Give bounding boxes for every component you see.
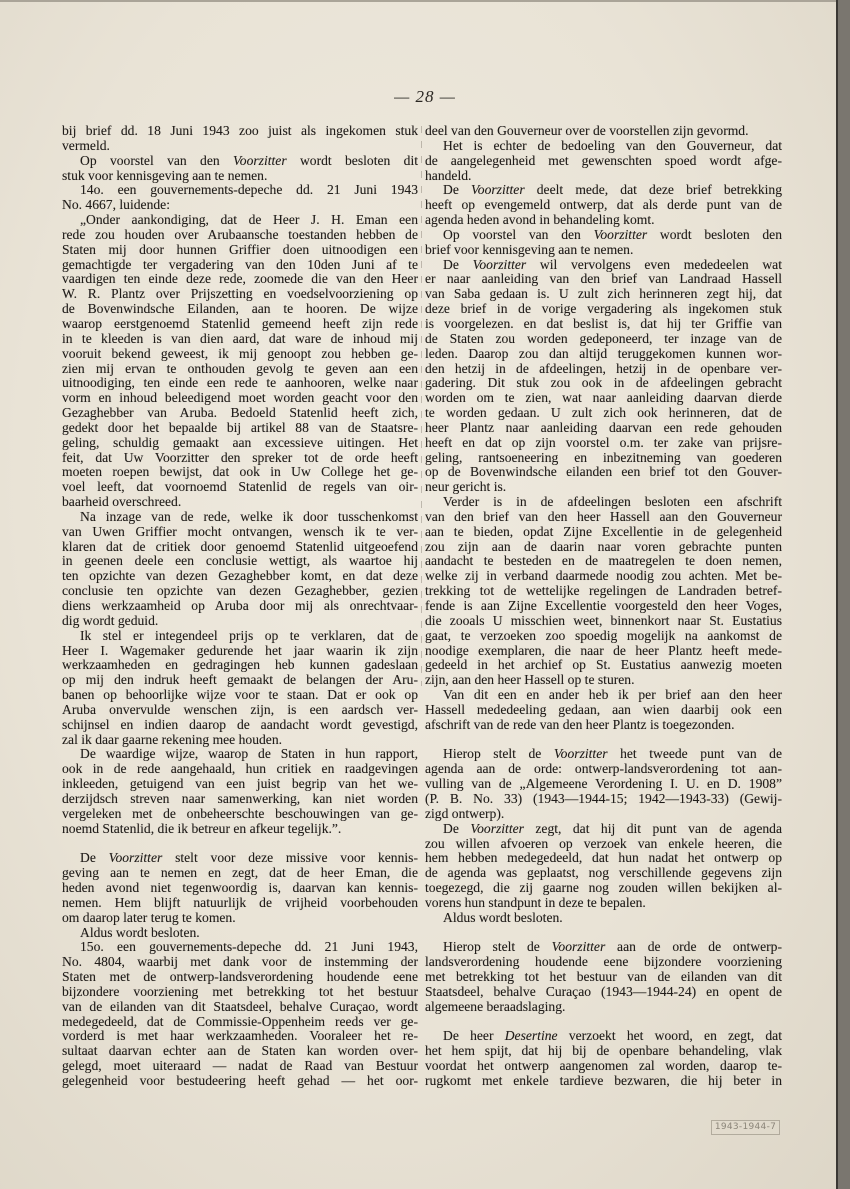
text-line: deel van den Gouverneur over de voorstellen zijn gevormd. bbox=[425, 123, 749, 138]
text-line: Hassell mededeeling gedaan, aan wien daarbij ook een bbox=[425, 701, 782, 717]
text-line: neur gericht is. bbox=[425, 479, 507, 495]
text-line: op mij den indruk heeft gemaakt de belangen der Aru- bbox=[62, 672, 418, 688]
section bbox=[425, 124, 782, 733]
text-segment: De bbox=[443, 820, 471, 836]
text-line: fende is aan Zijne Excellentie voorgesteld den heer Voges, bbox=[425, 598, 782, 613]
text-segment: deelt mede, dat deze brief betrekking bbox=[524, 182, 782, 198]
text-segment: aan de orde de ontwerp- bbox=[605, 939, 782, 955]
text-line: om daarop later terug te komen. bbox=[62, 909, 236, 925]
text-line bbox=[425, 258, 782, 273]
text-line: Aldus wordt besloten. bbox=[443, 909, 563, 925]
text-line: vaardigen ten einde deze rede, zoomede die van den Heer bbox=[62, 271, 418, 287]
speaker-name: Voorzitter bbox=[553, 746, 608, 762]
text-line: 14o. een gouvernements-depeche dd. 21 Juni 1943 bbox=[80, 182, 418, 198]
paragraph bbox=[425, 124, 782, 139]
text-segment: De bbox=[443, 256, 473, 272]
text-line: geling, schuldig gemaakt aan excessieve uitingen. Het bbox=[62, 434, 418, 450]
text-line: toegezegd, die zij gaarne nog zouden willen bekijken al- bbox=[425, 880, 782, 896]
text-line: is voorgelezen. en dat beslist is, dat hij ter Griffie van bbox=[425, 315, 782, 331]
text-line: vulling van de „Algemeene Verordening I. U. en D. 1908” bbox=[425, 776, 782, 792]
paragraph bbox=[62, 510, 418, 629]
text-line: dig wordt geduid. bbox=[62, 612, 159, 628]
text-line: den hetzij in de afdeelingen, hetzij in de openbare ver- bbox=[425, 360, 782, 376]
text-line: de agenda was geplaatst, nog verschillende gegevens zijn bbox=[425, 865, 782, 881]
text-line: geling, rantsoeneering en inbezitneming van goederen bbox=[425, 449, 782, 465]
text-line: vorm en inhoud beleedigend moet worden geacht voor den bbox=[62, 390, 418, 406]
speaker-name: Voorzitter bbox=[470, 820, 524, 836]
text-line bbox=[62, 154, 418, 169]
text-segment: De bbox=[443, 182, 471, 198]
text-segment: wil vervolgens even mededeelen wat bbox=[526, 256, 782, 272]
text-line: gelegenheid voor bestudeering heeft gehad — het oor- bbox=[62, 1073, 418, 1088]
text-line bbox=[425, 1029, 782, 1044]
text-line: noemd Statenlid, die ik betreur en afkeur tegelijk.”. bbox=[62, 820, 342, 836]
text-line: die zooals U misschien weet, binnenkort naar St. Eustatius bbox=[425, 612, 782, 628]
text-line: voordat het ontwerp aangenomen zal worden, daarop te- bbox=[425, 1058, 782, 1074]
paragraph bbox=[62, 183, 418, 213]
paragraph bbox=[425, 1029, 782, 1088]
paragraph bbox=[425, 822, 782, 911]
section bbox=[62, 124, 418, 837]
text-line: zal ik daar gaarne rekening mee houden. bbox=[62, 731, 283, 747]
section bbox=[425, 940, 782, 1014]
text-line: heeft op evengemeld ontwerp, dat als derde punt van de bbox=[425, 197, 782, 213]
text-line: waarop eerstgenoemd Statenlid gemeend heeft zijn rede bbox=[62, 315, 418, 331]
paragraph bbox=[62, 747, 418, 836]
text-line: vermeld. bbox=[62, 137, 110, 153]
text-line: Verder is in de afdeelingen besloten een afschrift bbox=[443, 494, 782, 510]
paragraph bbox=[425, 688, 782, 733]
text-line: moeten roepen bewijst, dat ook in Uw College het ge- bbox=[62, 464, 418, 480]
text-line: aan te bieden, opdat Zijne Excellentie in de gelegenheid bbox=[425, 523, 782, 539]
left-column bbox=[62, 124, 418, 1089]
text-line: bij brief dd. 18 Juni 1943 zoo juist als ingekomen stuk bbox=[62, 123, 418, 138]
text-line: gaat, te verzoeken zoo spoedig mogelijk na aankomst de bbox=[425, 627, 782, 643]
text-line: afschrift van de rede van den heer Plantz is toegezonden. bbox=[425, 716, 735, 732]
text-line: Staatsdeel, behalve Curaçao (1943—1944-24) en opent de bbox=[425, 983, 782, 999]
paragraph bbox=[425, 228, 782, 258]
text-line: te worden gedaan. U zult zich ook herinneren, dat de bbox=[425, 405, 782, 421]
text-line: gedekt door het bepaalde bij artikel 88 van de Staatsre- bbox=[62, 419, 418, 435]
text-line bbox=[425, 228, 782, 243]
text-segment: Hierop stelt de bbox=[443, 939, 552, 955]
text-line: (P. B. No. 33) (1943—1944-15; 1942—1943-33) (Gewij- bbox=[425, 790, 782, 806]
text-segment: Op voorstel van den bbox=[80, 152, 233, 168]
text-line: van de eilanden van dit Staatsdeel, behalve Curaçao, wordt bbox=[62, 998, 418, 1014]
text-line: gedeeld in het archief op St. Eustatius aanwezig moeten bbox=[425, 657, 782, 673]
text-line: heeft en dat op zijn voorstel o.m. ter zake van prijsre- bbox=[425, 434, 782, 450]
column-rule bbox=[421, 126, 422, 686]
text-segment: zegt, dat hij dit punt van de agenda bbox=[523, 820, 783, 836]
text-line: gemachtigde ter vergadering van den 10den Juni af te bbox=[62, 256, 418, 272]
text-line: nemen. Hem blijft natuurlijk de vrijheid voorbehouden bbox=[62, 894, 418, 910]
paragraph bbox=[62, 851, 418, 925]
text-line: Gezaghebber van Aruba. Bedoeld Statenlid heeft zich, bbox=[62, 405, 418, 421]
text-line: vergeleken met de onbeheerschte beschouwingen van ge- bbox=[62, 805, 418, 821]
archive-stamp: 1943-1944-7 bbox=[711, 1120, 780, 1135]
paragraph bbox=[62, 629, 418, 748]
text-segment: verzoekt het woord, en zegt, dat bbox=[557, 1028, 782, 1044]
speaker-name: Voorzitter bbox=[593, 226, 648, 242]
paragraph bbox=[62, 124, 418, 154]
text-line: stuk voor kennisgeving aan te nemen. bbox=[62, 167, 268, 183]
text-line: derzijdsch streven naar samenwerking, kan niet worden bbox=[62, 790, 418, 806]
text-line: ten opzichte van dezen Gezaghebber komt, en dat deze bbox=[62, 568, 418, 584]
text-line: van den brief van den heer Hassell aan den Gouverneur bbox=[425, 508, 782, 524]
text-line: vooruit bekend geweest, ik mij genoopt zou hebben ge- bbox=[62, 345, 418, 361]
text-line bbox=[425, 183, 782, 198]
paragraph bbox=[425, 258, 782, 496]
text-line: banen op behoorlijke wijze voor te staan. Dat er ook op bbox=[62, 687, 418, 703]
text-line: medegedeeld, dat de Commissie-Oppenheim reeds ver ge- bbox=[62, 1013, 418, 1029]
text-line: met betrekking tot het bestuur van de eilanden van dit bbox=[425, 969, 782, 985]
text-segment: Op voorstel van den bbox=[443, 226, 594, 242]
paragraph bbox=[62, 213, 418, 510]
text-line: klaren dat de critiek door genoemd Statenlid uitgeoefend bbox=[62, 538, 418, 554]
text-line: baarheid overschreed. bbox=[62, 494, 182, 510]
text-line bbox=[62, 851, 418, 866]
section bbox=[425, 747, 782, 925]
text-line: „Onder aankondiging, dat de Heer J. H. Eman een bbox=[80, 212, 418, 228]
text-line: vorens hun standpunt in deze te bepalen. bbox=[425, 894, 646, 910]
text-segment: De heer bbox=[443, 1028, 505, 1044]
speaker-name: Voorzitter bbox=[233, 152, 287, 168]
paragraph bbox=[425, 495, 782, 688]
scan-top-edge bbox=[0, 0, 836, 2]
text-line: heer Plantz naar aanleiding daarvan een rede gehouden bbox=[425, 419, 782, 435]
text-line: vorderd is met haar werkzaamheden. Vooraleer het re- bbox=[62, 1028, 418, 1044]
paragraph bbox=[425, 911, 782, 926]
text-segment: Hierop stelt de bbox=[443, 746, 554, 762]
text-line: landsverordening houdende eene bijzondere voorziening bbox=[425, 954, 782, 970]
text-line: de Bovenwindsche Eilanden, aan te hooren. De wijze bbox=[62, 301, 418, 317]
text-line: ook in de rede aangehaald, hun critiek en raadgevingen bbox=[62, 761, 418, 777]
text-line: op de Bovenwindsche eilanden een brief tot den Gouver- bbox=[425, 464, 782, 480]
text-line: Heer I. Wagemaker gedurende het jaar waarin ik zijn bbox=[62, 642, 418, 658]
text-line: Ik stel er integendeel prijs op te verklaren, dat de bbox=[80, 627, 418, 643]
text-line: Staten mij door hunnen Griffier doen uitnoodigen een bbox=[62, 241, 418, 257]
section bbox=[62, 851, 418, 1089]
text-line: inkleeden, getuigend van een juist begrip van het we- bbox=[62, 776, 418, 792]
paragraph bbox=[62, 926, 418, 941]
text-line: in te kleeden is van dien aard, dat ware de inhoud mij bbox=[62, 330, 418, 346]
text-line: trekking tot de wettelijke regelingen de Landraden betref- bbox=[425, 583, 782, 599]
speaker-name: Desertine bbox=[504, 1028, 558, 1044]
text-line: de aangelegenheid met gewenschten spoed wordt afge- bbox=[425, 152, 782, 168]
text-line: conclusie ten opzichte van dezen Gezaghebber, gezien bbox=[62, 583, 418, 599]
text-line: 15o. een gouvernements-depeche dd. 21 Juni 1943, bbox=[80, 939, 418, 955]
text-line: Van dit een en ander heb ik per brief aan den heer bbox=[443, 687, 782, 703]
paragraph bbox=[62, 154, 418, 184]
text-line bbox=[425, 822, 782, 837]
text-line: rede zou houden over Arubaansche toestanden hebben de bbox=[62, 226, 418, 242]
text-line: agenda heden avond in behandeling komt. bbox=[425, 212, 655, 228]
text-line: rugkomt met enkele tardieve bezwaren, die hij beter in bbox=[425, 1073, 782, 1088]
text-line: Het is echter de bedoeling van den Gouverneur, dat bbox=[443, 137, 782, 153]
speaker-name: Voorzitter bbox=[472, 256, 527, 272]
text-line: bijzondere voorziening met betrekking tot het bestuur bbox=[62, 983, 418, 999]
text-segment: stelt voor deze missive voor kennis- bbox=[162, 850, 418, 866]
text-segment: wordt besloten dit bbox=[286, 152, 418, 168]
section bbox=[425, 1029, 782, 1088]
right-column bbox=[425, 124, 782, 1089]
text-line: hem hebben medegedeeld, dat hun nadat het ontwerp op bbox=[425, 850, 782, 866]
text-line: voel leeft, dat voornoemd Statenlid de regels van oir- bbox=[62, 479, 418, 495]
text-line: worden om te zien, wat naar aanleiding daarvan dierde bbox=[425, 390, 782, 406]
text-line: deze brief in de vorige vergadering als ingekomen stuk bbox=[425, 301, 782, 317]
text-line: geving aan te nemen en zegt, dat de heer Eman, die bbox=[62, 865, 418, 881]
text-line: Na inzage van de rede, welke ik door tusschenkomst bbox=[80, 508, 418, 524]
page-number: — 28 — bbox=[394, 87, 456, 106]
paragraph bbox=[425, 183, 782, 228]
paragraph bbox=[425, 940, 782, 1014]
text-line: van Uwen Griffier mocht ontvangen, wensch ik te ver- bbox=[62, 523, 418, 539]
text-line: zien mij ervan te onthouden gevolg te geven aan een bbox=[62, 360, 418, 376]
text-line: er naar aanleiding van den brief van Landraad Hassell bbox=[425, 271, 782, 287]
text-line: gadering. Dit stuk zou ook in de afdeelingen gebracht bbox=[425, 375, 782, 391]
text-line: No. 4667, luidende: bbox=[62, 197, 170, 213]
text-line bbox=[425, 940, 782, 955]
text-line: welke zij in verband daarmede noodig zou achten. Met be- bbox=[425, 568, 782, 584]
text-line: zigd ontwerp). bbox=[425, 805, 505, 821]
text-segment: De bbox=[80, 850, 109, 866]
text-line: handeld. bbox=[425, 167, 472, 183]
text-line: De waardige wijze, waarop de Staten in hun rapport, bbox=[80, 746, 418, 762]
text-line: algemeene beraadslaging. bbox=[425, 998, 566, 1014]
text-line bbox=[425, 747, 782, 762]
scan-right-edge bbox=[836, 0, 850, 1189]
text-segment: het tweede punt van de bbox=[607, 746, 782, 762]
text-line: Aruba onvervulde wenschen zijn, is een aardsch ver- bbox=[62, 701, 418, 717]
text-line: zou willen afvoeren op verzoek van enkele heeren, die bbox=[425, 835, 782, 851]
text-line: de Staten zou worden gedeponeerd, ter inzage van de bbox=[425, 330, 782, 346]
speaker-name: Voorzitter bbox=[551, 939, 606, 955]
text-segment: wordt besloten den bbox=[647, 226, 782, 242]
paragraph bbox=[425, 139, 782, 184]
text-line: agenda aan de orde: ontwerp-landsverordening tot aan- bbox=[425, 761, 782, 777]
speaker-name: Voorzitter bbox=[108, 850, 163, 866]
text-line: aandacht te besteden en de maatregelen te doen nemen, bbox=[425, 553, 782, 569]
text-line: No. 4804, waarbij met dank voor de instemming der bbox=[62, 954, 418, 970]
paragraph bbox=[62, 940, 418, 1088]
text-line: uitnoodiging, ten einde een rede te aanhooren, welke naar bbox=[62, 375, 418, 391]
text-line: schijnsel en indien daarop de aandacht wordt gevestigd, bbox=[62, 716, 418, 732]
paragraph bbox=[425, 747, 782, 821]
text-line: het hem spijt, dat hij bij de openbare behandeling, vlak bbox=[425, 1043, 782, 1059]
text-line: zou zijn aan de daarin naar voren gebrachte punten bbox=[425, 538, 782, 554]
text-line: feit, dat Uw Voorzitter den spreker tot de orde heeft bbox=[62, 449, 418, 465]
text-line: van Saba gedaan is. U zult zich herinneren zegt hij, dat bbox=[425, 286, 782, 302]
text-line: zijn, aan den heer Hassell op te sturen. bbox=[425, 672, 635, 688]
text-line: sultaat daarvan echter aan de Staten kan worden over- bbox=[62, 1043, 418, 1059]
text-line: Staten met de ontwerp-landsverordening houdende eene bbox=[62, 969, 418, 985]
text-line: Aldus wordt besloten. bbox=[80, 924, 200, 940]
text-line: in geenen deele een conclusie wettigt, als waartoe hij bbox=[62, 553, 418, 569]
text-line: gelegd, moet uiteraard — nadat de Raad van Bestuur bbox=[62, 1058, 418, 1074]
text-line: heden avond niet tegenwoordig is, daarvan kan kennis- bbox=[62, 880, 418, 896]
text-line: diens werkzaamheid op Aruba door mij als onrechtvaar- bbox=[62, 598, 418, 613]
text-line: W. R. Plantz over Prijszetting en voedselvoorziening op bbox=[62, 286, 418, 302]
text-line: werkzaamheden en gedragingen heb kunnen gadeslaan bbox=[62, 657, 418, 673]
text-line: noodige exemplaren, die naar de heer Plantz heeft mede- bbox=[425, 642, 782, 658]
text-line: leden. Daarop zou dan altijd teruggekomen kunnen wor- bbox=[425, 345, 782, 361]
speaker-name: Voorzitter bbox=[471, 182, 525, 198]
text-line: brief voor kennisgeving aan te nemen. bbox=[425, 241, 634, 257]
